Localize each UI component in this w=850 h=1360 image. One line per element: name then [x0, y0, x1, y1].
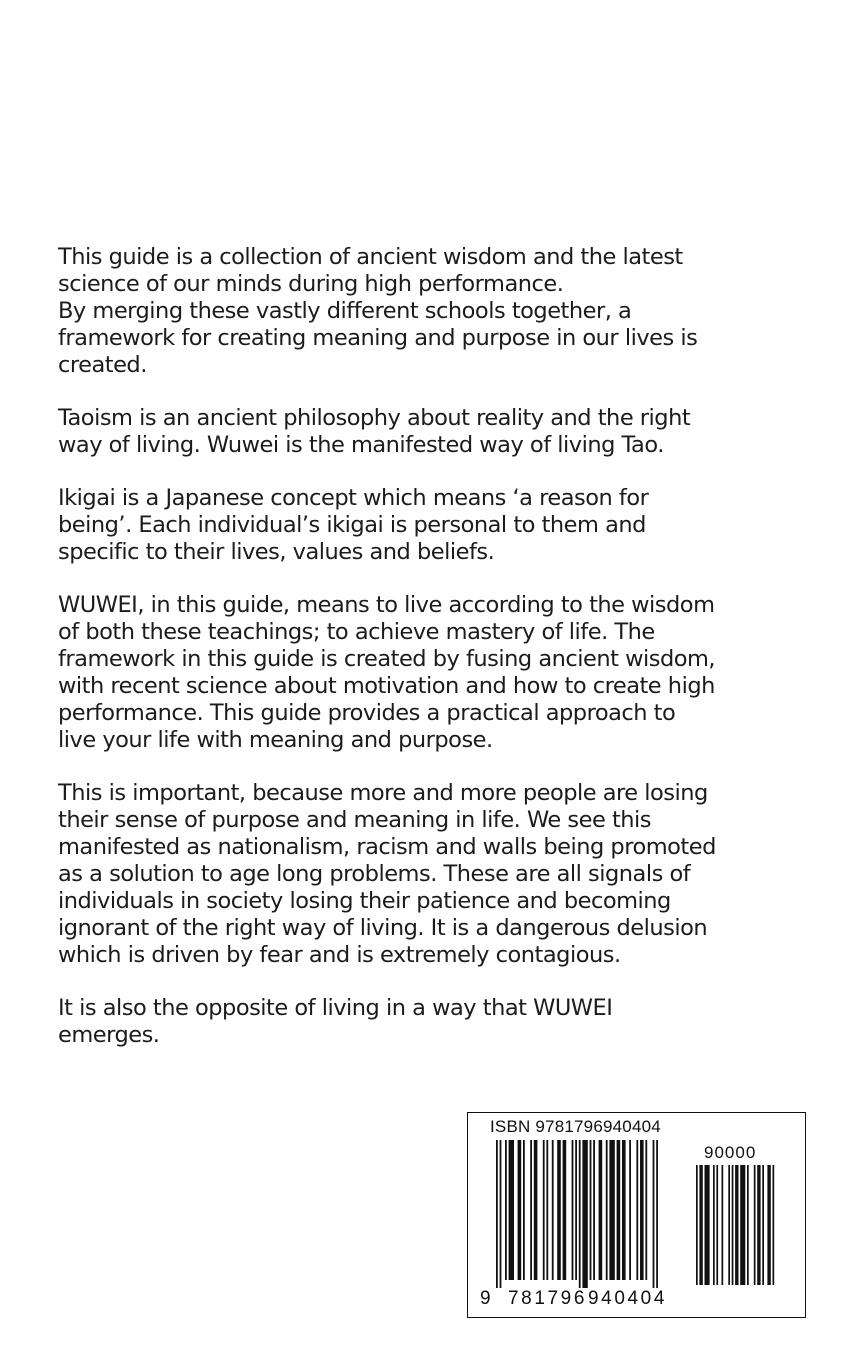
barcode-bar: [606, 1140, 608, 1280]
barcode-bar: [696, 1165, 698, 1285]
barcode-bar: [754, 1165, 756, 1285]
barcode-bar: [543, 1140, 545, 1280]
text-line: It is also the opposite of living in a way that WUWEI: [58, 995, 613, 1021]
barcode-bar: [767, 1165, 770, 1285]
barcode-bar: [534, 1140, 538, 1280]
barcode-bar: [546, 1140, 548, 1280]
barcode-bar: [636, 1140, 638, 1280]
barcode-bar: [735, 1165, 738, 1285]
paragraph-closing: [58, 995, 798, 1049]
text-line: of both these teachings; to achieve mastery of life. The: [58, 619, 655, 645]
barcode-bar: [705, 1165, 710, 1285]
text-line: their sense of purpose and meaning in life. We see this: [58, 807, 652, 833]
barcode-bar: [500, 1140, 502, 1288]
text-line: which is driven by fear and is extremely contagious.: [58, 942, 621, 968]
barcode-bar: [552, 1140, 554, 1280]
barcode-bar: [509, 1140, 514, 1280]
text-line: science of our minds during high performance.: [58, 271, 564, 297]
back-cover-blurb: [58, 244, 798, 1075]
barcode-bar: [518, 1140, 522, 1280]
paragraph-importance: [58, 780, 798, 969]
barcode-bar: [609, 1140, 614, 1280]
barcode-bar: [699, 1165, 702, 1285]
text-line: emerges.: [58, 1022, 160, 1048]
text-line: By merging these vastly different schools together, a: [58, 298, 632, 324]
barcode-bar: [645, 1140, 647, 1280]
text-line: created.: [58, 352, 147, 378]
text-line: Ikigai is a Japanese concept which means ‘a reason for: [58, 485, 649, 511]
isbn-label: ISBN 9781796940404: [490, 1117, 661, 1136]
barcode-lead-digit: 9: [480, 1288, 491, 1309]
text-line: framework in this guide is created by fusing ancient wisdom,: [58, 646, 716, 672]
barcode-left-digits: 781796: [508, 1288, 588, 1309]
barcode-bar: [582, 1140, 587, 1288]
barcode-bar: [496, 1140, 498, 1288]
barcode-bar: [656, 1140, 658, 1288]
text-line: way of living. Wuwei is the manifested way of living Tao.: [58, 432, 664, 458]
text-line: as a solution to age long problems. These are all signals of: [58, 861, 691, 887]
barcode-bar: [762, 1165, 764, 1285]
barcode-bar: [617, 1140, 621, 1280]
text-line: This is important, because more and more people are losing: [58, 780, 708, 806]
barcode-bar: [653, 1140, 655, 1288]
barcode-bar: [575, 1140, 577, 1280]
text-line: live your life with meaning and purpose.: [58, 727, 493, 753]
barcode-bar: [629, 1140, 631, 1280]
barcode-bar: [722, 1165, 724, 1285]
barcode-bar: [505, 1140, 507, 1280]
paragraph-taoism: [58, 405, 798, 459]
ean13-barcode-bars: [496, 1140, 692, 1288]
barcode-bar: [622, 1140, 626, 1280]
barcode-bar: [599, 1140, 603, 1280]
paragraph-intro: [58, 244, 798, 379]
text-line: with recent science about motivation and how to create high: [58, 673, 715, 699]
barcode-bar: [773, 1165, 775, 1285]
barcode-bar: [530, 1140, 532, 1280]
text-line: specific to their lives, values and beliefs.: [58, 539, 495, 565]
barcode-bar: [523, 1140, 525, 1280]
barcode-bar: [713, 1165, 715, 1285]
text-line: ignorant of the right way of living. It is a dangerous delusion: [58, 915, 708, 941]
isbn-barcode-block: [467, 1112, 806, 1318]
text-line: manifested as nationalism, racism and walls being promoted: [58, 834, 716, 860]
text-line: being’. Each individual’s ikigai is personal to them and: [58, 512, 646, 538]
text-line: Taoism is an ancient philosophy about reality and the right: [58, 405, 691, 431]
barcode-bar: [640, 1140, 644, 1280]
text-line: individuals in society losing their patience and becoming: [58, 888, 671, 914]
barcode-right-digits: 940404: [588, 1288, 668, 1309]
barcode-bar: [740, 1165, 745, 1285]
barcode-bar: [757, 1165, 760, 1285]
addon-barcode-bars: [696, 1165, 780, 1289]
barcode-bar: [557, 1140, 561, 1280]
barcode-bar: [563, 1140, 567, 1280]
barcode-bar: [747, 1165, 749, 1285]
barcode-bar: [593, 1140, 595, 1280]
paragraph-ikigai: [58, 485, 798, 566]
barcode-bar: [728, 1165, 730, 1285]
text-line: WUWEI, in this guide, means to live according to the wisdom: [58, 592, 715, 618]
barcode-bar: [732, 1165, 734, 1285]
barcode-bar: [590, 1140, 592, 1280]
text-line: This guide is a collection of ancient wisdom and the latest: [58, 244, 683, 270]
barcode-bar: [716, 1165, 718, 1285]
text-line: performance. This guide provides a practical approach to: [58, 700, 676, 726]
price-addon-code: 90000: [704, 1143, 757, 1162]
paragraph-wuwei: [58, 592, 798, 754]
text-line: framework for creating meaning and purpose in our lives is: [58, 325, 698, 351]
barcode-bar: [572, 1140, 574, 1280]
barcode-bar: [579, 1140, 581, 1288]
